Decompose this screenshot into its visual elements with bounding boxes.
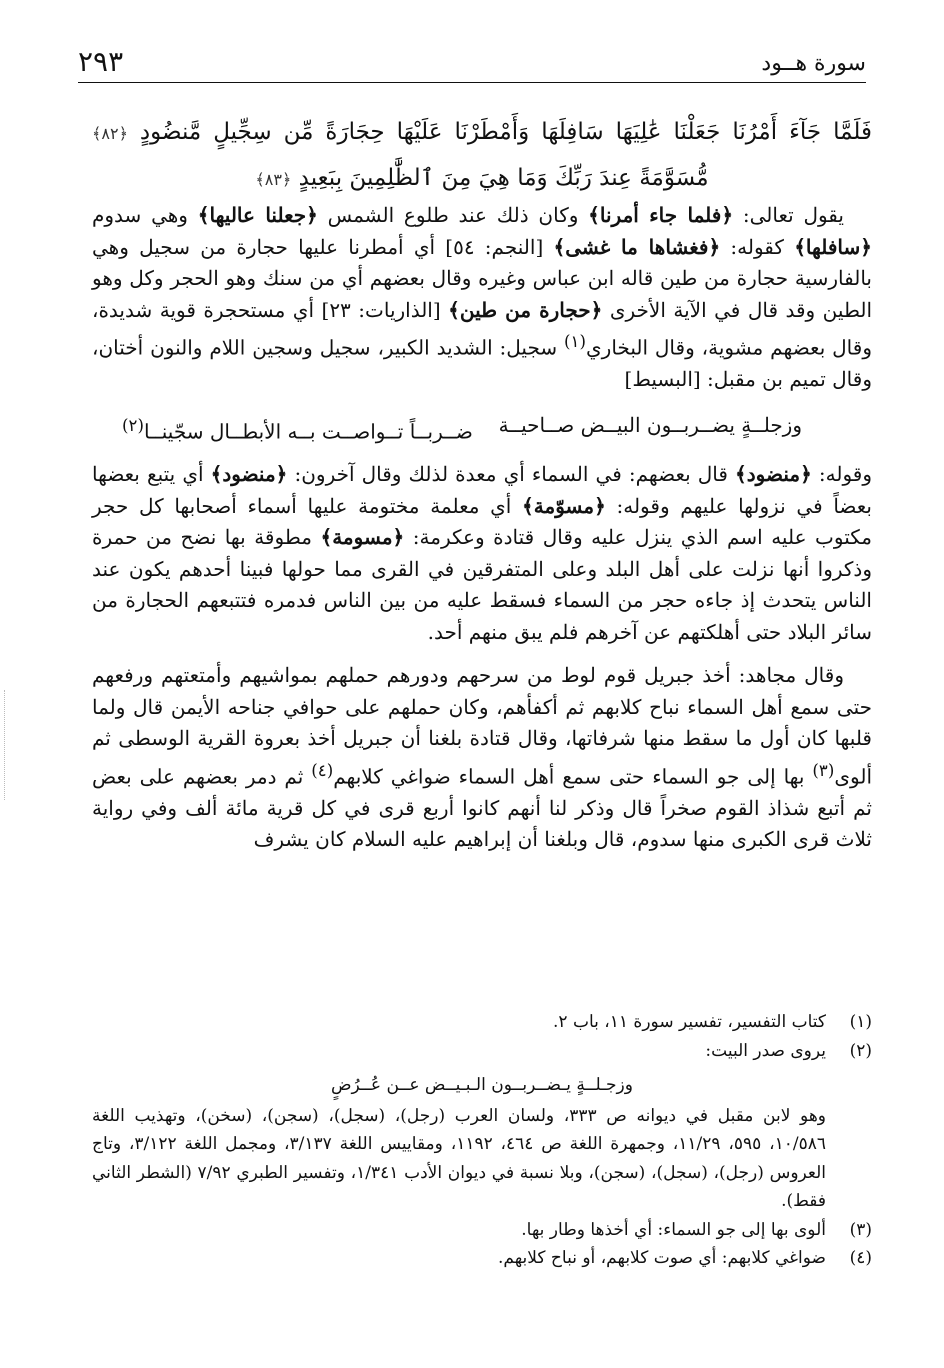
verse-82-marker: ﴿٨٢﴾	[92, 124, 128, 143]
footnote-text: ضواغي كلابهم: أي صوت كلابهم، أو نباح كلابهم.	[498, 1248, 826, 1268]
poem-verse	[92, 396, 872, 460]
text-run: يقول تعالى:	[733, 203, 844, 227]
footnote-ref-1: (١)	[564, 332, 586, 351]
text-run: بها إلى جو السماء حتى سمع أهل السماء ضواغي كلابهم	[333, 764, 813, 789]
footnote-number: (٤)	[849, 1248, 872, 1268]
footnote-text: ألوى بها إلى جو السماء: أي أخذها وطار بها.	[521, 1219, 826, 1240]
text-run: قال بعضهم: في السماء أي معدة لذلك وقال آخرون:	[287, 462, 736, 487]
quranic-quote: ﴿فغشاها ما غشى﴾	[553, 234, 721, 259]
footnote-4	[92, 1244, 872, 1273]
text-run: أي معلمة مختومة عليها أسماء أصحابها كل حجر مكتوب عليه اسم الذي ينزل عليه وقال قتادة وعكرمة:	[92, 493, 872, 550]
quranic-quote: ﴿مسوّمة﴾	[522, 493, 606, 518]
quranic-quote: ﴿سافلها﴾	[794, 234, 872, 259]
surah-name: سورة هــود	[761, 51, 866, 76]
text-run: وقوله:	[811, 462, 873, 487]
verse-82-text: فَلَمَّا جَآءَ أَمْرُنَا جَعَلْنَا عَٰلِيَهَا سَافِلَهَا وَأَمْطَرْنَا عَلَيْهَا حِجَارَةً مِّن سِجِّيلٍ مَّنضُودٍ	[139, 119, 873, 145]
paragraph-2	[92, 459, 872, 648]
footnote-number: (٢)	[849, 1040, 872, 1061]
footnote-1	[92, 1008, 872, 1037]
footnote-2-poem: وزجـلــةٍ يـضــربــون الـبـيــض عــن عُــرُضٍ	[331, 1075, 633, 1095]
footnote-2	[92, 1037, 872, 1066]
text-run: مطوقة بها نضح من حمرة وذكروا أنها نزلت على أهل البلد وعلى المتفرقين في القرى مما حولها فبينا أحدهم يكون عند الناس يتحدث إذ جاءه حجر من السماء فسقط عليه من بين الناس فدمره فتتبعهم الحجارة من سائر البلاد حتى أهلكتهم عن آخرهم فلم يبق منهم أحد.	[92, 525, 872, 644]
quranic-quote: ﴿فلما جاء أمرنا﴾	[588, 203, 734, 227]
poem-second-hemistich	[122, 410, 473, 448]
quranic-quote: ﴿مسومة﴾	[320, 525, 405, 550]
commentary-text	[92, 200, 872, 856]
footnote-number: (١)	[849, 1012, 872, 1032]
scan-margin-artifact	[4, 690, 23, 800]
quranic-quote: ﴿حجارة من طين﴾	[448, 297, 603, 322]
footnote-ref-4: (٤)	[311, 760, 334, 780]
footnotes	[92, 1008, 872, 1273]
verse-83-marker: ﴿٨٣﴾	[255, 170, 292, 189]
footnote-text: كتاب التفسير، تفسير سورة ١١، باب ٢.	[553, 1012, 826, 1032]
footnote-3	[92, 1216, 872, 1245]
paragraph-1	[92, 200, 872, 396]
poem-second-text: ضــربــاً تــواصــت بــه الأبطــال سجّينــا	[143, 419, 473, 444]
verse-83-text: مُّسَوَّمَةً عِندَ رَبِّكَ وَمَا هِيَ مِنَ ٱلظَّٰلِمِينَ بِبَعِيدٍ	[298, 165, 709, 191]
quran-verses	[92, 110, 872, 202]
quranic-quote: ﴿منضود﴾	[210, 462, 288, 487]
text-run: وقال مجاهد: أخذ جبريل قوم لوط من سرحهم ودورهم حملهم بمواشيهم وأمتعتهم ورفعهم حتى سمع أهل السماء نباح كلابهم ثم أكفأهم، وكان حملهم على حوافي جناحه الأيمن قال ولما قلبها كان أول ما سقط منها شرفاتها، وقال قتادة بلغنا أن جبريل أخذ بعروة القرية الوسطى ثم ألوى	[92, 663, 872, 789]
text-run: [الذاريات: ٢٣] أي مستحجرة قوية شديدة، وقال بعضهم مشوية، وقال البخاري	[92, 297, 872, 360]
footnote-text: يروى صدر البيت:	[705, 1040, 826, 1061]
page-number: ٢٩٣	[78, 45, 124, 78]
footnote-ref-2: (٢)	[122, 415, 144, 435]
quranic-quote: ﴿جعلنا عاليها﴾	[197, 203, 318, 227]
paragraph-3	[92, 660, 872, 856]
text-run: [النجم: ٥٤] أي أمطرنا عليها حجارة من سجيل وهي بالفارسية حجارة من طين قاله ابن عباس وغيره وقال بعضهم أي من سنك وهو الحجر وكل وهو الطين وقد قال في الآية الأخرى	[92, 234, 872, 322]
text-run: وكان ذلك عند طلوع الشمس	[317, 203, 589, 227]
quranic-quote: ﴿منضود﴾	[735, 462, 812, 487]
text-run: وهي سدوم	[92, 203, 198, 227]
running-header	[78, 40, 866, 83]
text-run: ثم دمر بعضهم على بعض ثم أتبع شذاذ القوم صخراً قال وذكر لنا أنهم كانوا أربع قرى في كل قرية مائة ألف وفي رواية ثلاث قرى الكبرى منها سدوم، قال وبلغنا أن إبراهيم عليه السلام كان يشرف	[92, 764, 872, 852]
text-run: سجيل: الشديد الكبير، سجيل وسجين اللام والنون أختان، وقال تميم بن مقبل: [البسيط]	[92, 335, 872, 392]
footnote-number: (٣)	[849, 1219, 872, 1240]
text-run: كقوله:	[720, 234, 795, 259]
text-run: أي يتبع بعضها بعضاً في نزولها عليهم وقوله:	[92, 462, 872, 518]
poem-first-hemistich: وزجلــةٍ يضــربــون البيــض صــاحيــة	[498, 412, 802, 437]
footnote-ref-3: (٣)	[812, 760, 835, 780]
footnote-2-sources: وهو لابن مقبل في ديوانه ص ٣٣٣، ولسان العرب (رجل)، (سجل)، (سجن)، (سخن)، وتهذيب اللغة ١٠/٥٨٦، ٥٩٥، ١١/٢٩، وجمهرة اللغة ص ٤٦٤، ١١٩٢، ومقاييس اللغة ٣/١٣٧، ومجمل اللغة ٣/١٢٢، وتاج العروس (رجل)، (سجل)، (سجن)، وبلا نسبة في ديوان الأدب ١/٣٤١، وتفسير الطبري ٧/٩٢ (الشطر الثاني فقط).	[92, 1105, 827, 1211]
